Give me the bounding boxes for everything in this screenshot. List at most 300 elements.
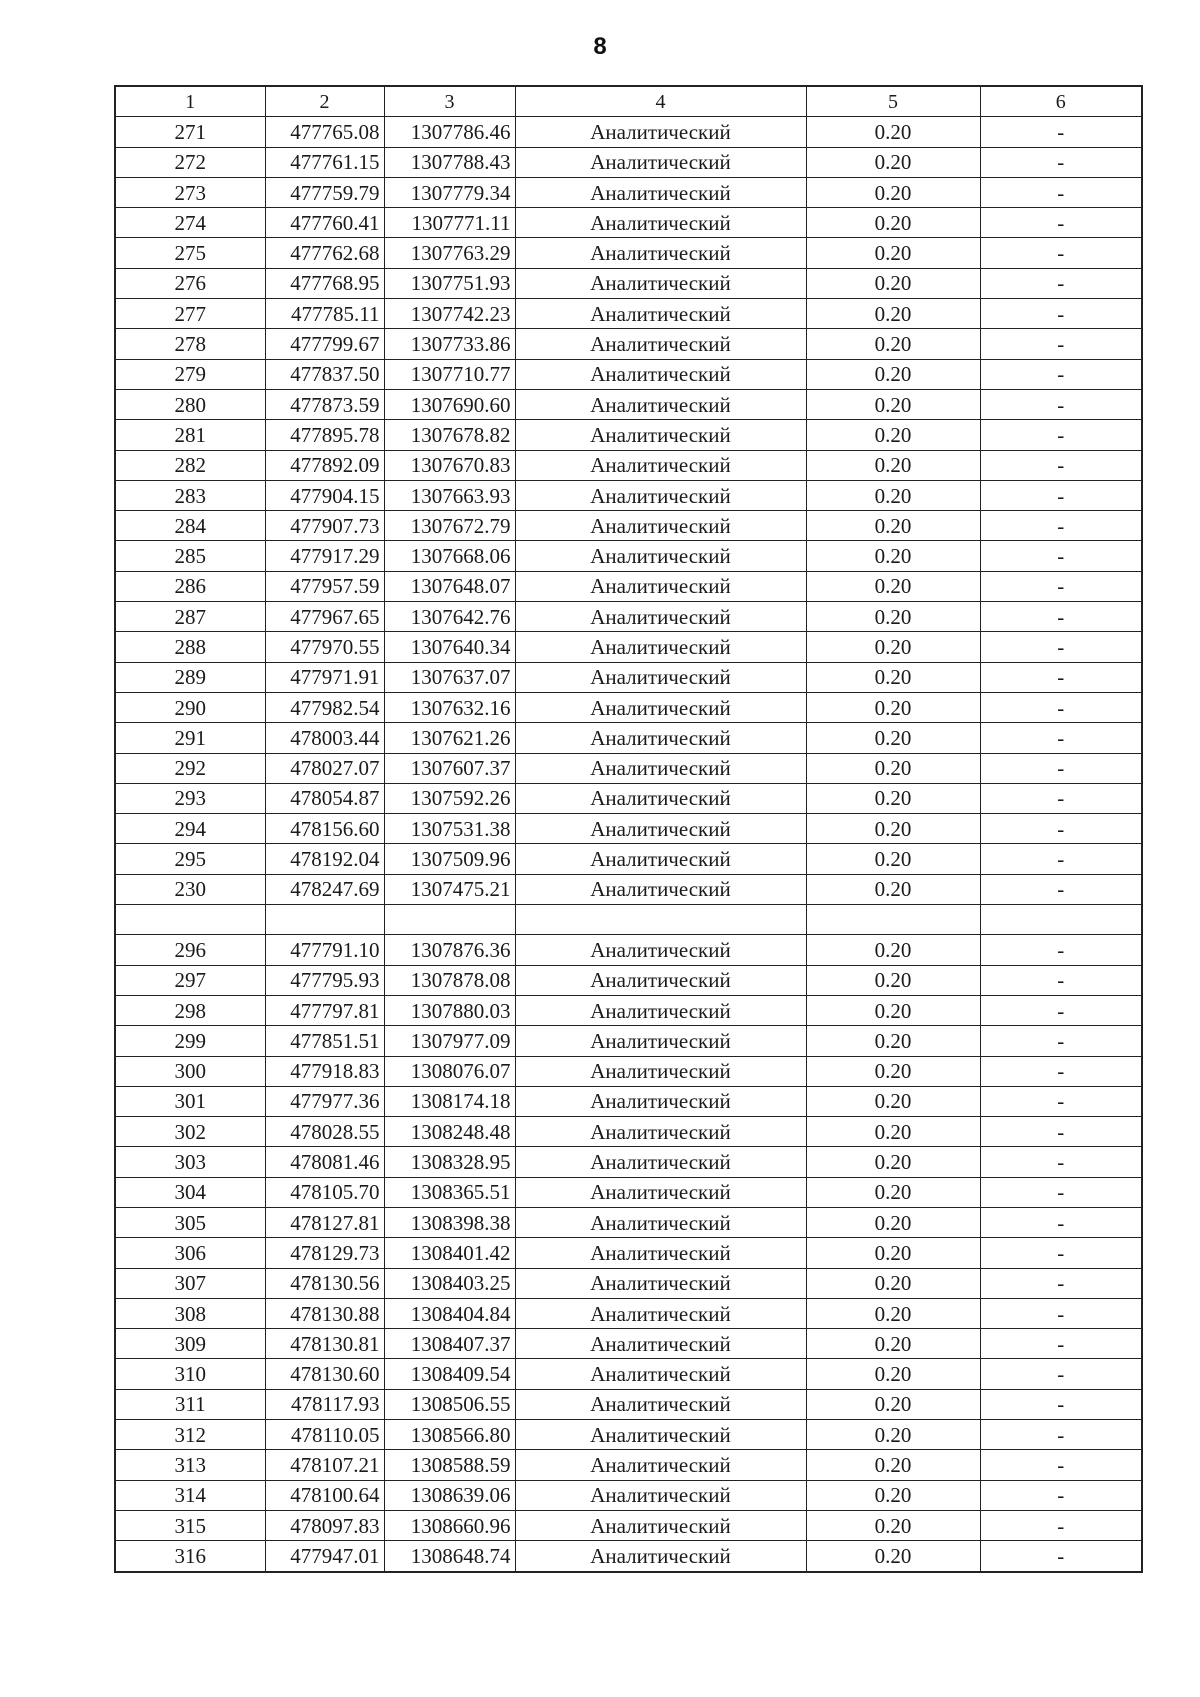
accuracy-cell: 0.20 xyxy=(806,814,980,844)
point-number-cell: 314 xyxy=(115,1480,265,1510)
accuracy-cell: 0.20 xyxy=(806,874,980,904)
x-coordinate-cell: 477760.41 xyxy=(265,208,384,238)
method-cell: Аналитический xyxy=(515,541,806,571)
accuracy-cell: 0.20 xyxy=(806,1480,980,1510)
y-coordinate-cell: 1307880.03 xyxy=(384,995,515,1025)
x-coordinate-cell: 478105.70 xyxy=(265,1177,384,1207)
x-coordinate-cell: 477851.51 xyxy=(265,1026,384,1056)
description-cell: - xyxy=(980,814,1142,844)
point-number-cell: 306 xyxy=(115,1238,265,1268)
table-row xyxy=(115,1238,1142,1268)
accuracy-cell: 0.20 xyxy=(806,1177,980,1207)
y-coordinate-cell: 1307742.23 xyxy=(384,299,515,329)
x-coordinate-cell: 477947.01 xyxy=(265,1541,384,1572)
table-row xyxy=(115,1389,1142,1419)
y-coordinate-cell: 1308566.80 xyxy=(384,1420,515,1450)
description-cell: - xyxy=(980,692,1142,722)
table-row xyxy=(115,177,1142,207)
table-row xyxy=(115,1329,1142,1359)
point-number-cell: 295 xyxy=(115,844,265,874)
point-number-cell: 285 xyxy=(115,541,265,571)
accuracy-cell: 0.20 xyxy=(806,571,980,601)
accuracy-cell: 0.20 xyxy=(806,632,980,662)
table-row xyxy=(115,511,1142,541)
x-coordinate-cell: 478003.44 xyxy=(265,723,384,753)
method-cell: Аналитический xyxy=(515,1056,806,1086)
x-coordinate-cell: 478028.55 xyxy=(265,1117,384,1147)
method-cell: Аналитический xyxy=(515,1207,806,1237)
accuracy-cell: 0.20 xyxy=(806,268,980,298)
accuracy-cell: 0.20 xyxy=(806,1238,980,1268)
accuracy-cell: 0.20 xyxy=(806,1541,980,1572)
point-number-cell: 315 xyxy=(115,1510,265,1540)
table-row xyxy=(115,1026,1142,1056)
method-cell: Аналитический xyxy=(515,1510,806,1540)
method-cell: Аналитический xyxy=(515,1238,806,1268)
accuracy-cell: 0.20 xyxy=(806,692,980,722)
y-coordinate-cell: 1307475.21 xyxy=(384,874,515,904)
table-row xyxy=(115,147,1142,177)
accuracy-cell: 0.20 xyxy=(806,1420,980,1450)
x-coordinate-cell: 477977.36 xyxy=(265,1086,384,1116)
description-cell: - xyxy=(980,1510,1142,1540)
description-cell: - xyxy=(980,783,1142,813)
method-cell: Аналитический xyxy=(515,874,806,904)
x-coordinate-cell: 477957.59 xyxy=(265,571,384,601)
y-coordinate-cell: 1308174.18 xyxy=(384,1086,515,1116)
y-coordinate-cell: 1307678.82 xyxy=(384,420,515,450)
table-row xyxy=(115,874,1142,904)
table-row xyxy=(115,1480,1142,1510)
x-coordinate-cell: 477982.54 xyxy=(265,692,384,722)
point-number-cell: 291 xyxy=(115,723,265,753)
point-number-cell: 273 xyxy=(115,177,265,207)
description-cell: - xyxy=(980,480,1142,510)
point-number-cell: 297 xyxy=(115,965,265,995)
x-coordinate-cell: 478081.46 xyxy=(265,1147,384,1177)
description-cell xyxy=(980,905,1142,935)
x-coordinate-cell: 478027.07 xyxy=(265,753,384,783)
x-coordinate-cell: 478192.04 xyxy=(265,844,384,874)
description-cell: - xyxy=(980,117,1142,147)
table-row xyxy=(115,359,1142,389)
accuracy-cell: 0.20 xyxy=(806,541,980,571)
accuracy-cell: 0.20 xyxy=(806,1207,980,1237)
y-coordinate-cell: 1308403.25 xyxy=(384,1268,515,1298)
point-number-cell: 292 xyxy=(115,753,265,783)
accuracy-cell: 0.20 xyxy=(806,359,980,389)
point-number-cell: 311 xyxy=(115,1389,265,1419)
accuracy-cell: 0.20 xyxy=(806,723,980,753)
method-cell: Аналитический xyxy=(515,844,806,874)
y-coordinate-cell: 1307733.86 xyxy=(384,329,515,359)
x-coordinate-cell: 477892.09 xyxy=(265,450,384,480)
x-coordinate-cell: 477970.55 xyxy=(265,632,384,662)
method-cell: Аналитический xyxy=(515,662,806,692)
table-row xyxy=(115,935,1142,965)
y-coordinate-cell: 1307531.38 xyxy=(384,814,515,844)
description-cell: - xyxy=(980,1268,1142,1298)
method-cell: Аналитический xyxy=(515,753,806,783)
point-number-cell: 275 xyxy=(115,238,265,268)
method-cell: Аналитический xyxy=(515,420,806,450)
method-cell: Аналитический xyxy=(515,995,806,1025)
accuracy-cell: 0.20 xyxy=(806,1086,980,1116)
y-coordinate-cell: 1308404.84 xyxy=(384,1298,515,1328)
y-coordinate-cell: 1308365.51 xyxy=(384,1177,515,1207)
method-cell: Аналитический xyxy=(515,1329,806,1359)
point-number-cell: 303 xyxy=(115,1147,265,1177)
method-cell: Аналитический xyxy=(515,1480,806,1510)
x-coordinate-cell: 478130.60 xyxy=(265,1359,384,1389)
table-row xyxy=(115,1147,1142,1177)
point-number-cell: 294 xyxy=(115,814,265,844)
table-row xyxy=(115,238,1142,268)
point-number-cell: 312 xyxy=(115,1420,265,1450)
point-number-cell: 280 xyxy=(115,389,265,419)
description-cell: - xyxy=(980,1329,1142,1359)
description-cell: - xyxy=(980,541,1142,571)
accuracy-cell: 0.20 xyxy=(806,1510,980,1540)
method-cell: Аналитический xyxy=(515,238,806,268)
y-coordinate-cell: 1307648.07 xyxy=(384,571,515,601)
x-coordinate-cell: 477967.65 xyxy=(265,602,384,632)
accuracy-cell: 0.20 xyxy=(806,1359,980,1389)
method-cell: Аналитический xyxy=(515,632,806,662)
description-cell: - xyxy=(980,995,1142,1025)
point-number-cell: 272 xyxy=(115,147,265,177)
accuracy-cell: 0.20 xyxy=(806,1117,980,1147)
point-number-cell: 274 xyxy=(115,208,265,238)
y-coordinate-cell: 1307672.79 xyxy=(384,511,515,541)
table-row xyxy=(115,1450,1142,1480)
x-coordinate-cell: 478130.81 xyxy=(265,1329,384,1359)
method-cell: Аналитический xyxy=(515,389,806,419)
method-cell: Аналитический xyxy=(515,1268,806,1298)
y-coordinate-cell: 1307621.26 xyxy=(384,723,515,753)
table-row xyxy=(115,632,1142,662)
y-coordinate-cell: 1308648.74 xyxy=(384,1541,515,1572)
y-coordinate-cell: 1307637.07 xyxy=(384,662,515,692)
coordinates-table xyxy=(114,85,1143,1573)
accuracy-cell: 0.20 xyxy=(806,450,980,480)
table-row xyxy=(115,814,1142,844)
accuracy-cell: 0.20 xyxy=(806,238,980,268)
description-cell: - xyxy=(980,602,1142,632)
y-coordinate-cell: 1307779.34 xyxy=(384,177,515,207)
description-cell: - xyxy=(980,1147,1142,1177)
table-row xyxy=(115,1510,1142,1540)
method-cell: Аналитический xyxy=(515,268,806,298)
y-coordinate-cell: 1307876.36 xyxy=(384,935,515,965)
point-number-cell: 304 xyxy=(115,1177,265,1207)
accuracy-cell: 0.20 xyxy=(806,995,980,1025)
table-row xyxy=(115,1086,1142,1116)
point-number-cell: 279 xyxy=(115,359,265,389)
description-cell: - xyxy=(980,753,1142,783)
x-coordinate-cell: 477904.15 xyxy=(265,480,384,510)
x-coordinate-cell: 477797.81 xyxy=(265,995,384,1025)
method-cell: Аналитический xyxy=(515,1147,806,1177)
y-coordinate-cell: 1307642.76 xyxy=(384,602,515,632)
description-cell: - xyxy=(980,1389,1142,1419)
x-coordinate-cell: 477917.29 xyxy=(265,541,384,571)
description-cell: - xyxy=(980,571,1142,601)
description-cell: - xyxy=(980,299,1142,329)
table-row xyxy=(115,1298,1142,1328)
y-coordinate-cell: 1307509.96 xyxy=(384,844,515,874)
table-header xyxy=(115,86,1142,117)
y-coordinate-cell: 1307690.60 xyxy=(384,389,515,419)
y-coordinate-cell: 1307977.09 xyxy=(384,1026,515,1056)
point-number-cell: 277 xyxy=(115,299,265,329)
y-coordinate-cell: 1307640.34 xyxy=(384,632,515,662)
x-coordinate-cell: 478107.21 xyxy=(265,1450,384,1480)
table-row xyxy=(115,208,1142,238)
y-coordinate-cell: 1307607.37 xyxy=(384,753,515,783)
accuracy-cell: 0.20 xyxy=(806,1268,980,1298)
x-coordinate-cell: 477918.83 xyxy=(265,1056,384,1086)
accuracy-cell: 0.20 xyxy=(806,1056,980,1086)
description-cell: - xyxy=(980,1026,1142,1056)
y-coordinate-cell: 1307788.43 xyxy=(384,147,515,177)
point-number-cell: 287 xyxy=(115,602,265,632)
header-cell-6: 6 xyxy=(980,86,1142,117)
x-coordinate-cell: 477907.73 xyxy=(265,511,384,541)
method-cell: Аналитический xyxy=(515,511,806,541)
method-cell: Аналитический xyxy=(515,965,806,995)
x-coordinate-cell: 477759.79 xyxy=(265,177,384,207)
accuracy-cell: 0.20 xyxy=(806,662,980,692)
accuracy-cell: 0.20 xyxy=(806,844,980,874)
description-cell: - xyxy=(980,1359,1142,1389)
point-number-cell: 282 xyxy=(115,450,265,480)
y-coordinate-cell: 1307771.11 xyxy=(384,208,515,238)
table-row xyxy=(115,329,1142,359)
point-number-cell: 313 xyxy=(115,1450,265,1480)
y-coordinate-cell: 1307632.16 xyxy=(384,692,515,722)
method-cell: Аналитический xyxy=(515,1086,806,1116)
point-number-cell: 284 xyxy=(115,511,265,541)
accuracy-cell: 0.20 xyxy=(806,389,980,419)
table-row xyxy=(115,905,1142,935)
description-cell: - xyxy=(980,268,1142,298)
description-cell: - xyxy=(980,511,1142,541)
description-cell: - xyxy=(980,1420,1142,1450)
header-cell-4: 4 xyxy=(515,86,806,117)
description-cell: - xyxy=(980,844,1142,874)
point-number-cell xyxy=(115,905,265,935)
table-row xyxy=(115,1117,1142,1147)
y-coordinate-cell: 1307663.93 xyxy=(384,480,515,510)
point-number-cell: 316 xyxy=(115,1541,265,1572)
table-row xyxy=(115,1268,1142,1298)
x-coordinate-cell: 477791.10 xyxy=(265,935,384,965)
accuracy-cell: 0.20 xyxy=(806,299,980,329)
description-cell: - xyxy=(980,177,1142,207)
method-cell: Аналитический xyxy=(515,1450,806,1480)
description-cell: - xyxy=(980,147,1142,177)
header-cell-5: 5 xyxy=(806,86,980,117)
y-coordinate-cell: 1308398.38 xyxy=(384,1207,515,1237)
description-cell: - xyxy=(980,420,1142,450)
y-coordinate-cell xyxy=(384,905,515,935)
y-coordinate-cell: 1307592.26 xyxy=(384,783,515,813)
description-cell: - xyxy=(980,632,1142,662)
y-coordinate-cell: 1308639.06 xyxy=(384,1480,515,1510)
method-cell: Аналитический xyxy=(515,723,806,753)
description-cell: - xyxy=(980,238,1142,268)
y-coordinate-cell: 1308407.37 xyxy=(384,1329,515,1359)
accuracy-cell: 0.20 xyxy=(806,1026,980,1056)
table-row xyxy=(115,1207,1142,1237)
x-coordinate-cell: 477873.59 xyxy=(265,389,384,419)
accuracy-cell: 0.20 xyxy=(806,1298,980,1328)
accuracy-cell: 0.20 xyxy=(806,935,980,965)
description-cell: - xyxy=(980,965,1142,995)
description-cell: - xyxy=(980,1298,1142,1328)
point-number-cell: 298 xyxy=(115,995,265,1025)
description-cell: - xyxy=(980,723,1142,753)
table-row xyxy=(115,692,1142,722)
method-cell: Аналитический xyxy=(515,208,806,238)
x-coordinate-cell: 477762.68 xyxy=(265,238,384,268)
table-row xyxy=(115,1177,1142,1207)
table-row xyxy=(115,965,1142,995)
point-number-cell: 288 xyxy=(115,632,265,662)
table-row xyxy=(115,541,1142,571)
x-coordinate-cell: 478100.64 xyxy=(265,1480,384,1510)
accuracy-cell xyxy=(806,905,980,935)
accuracy-cell: 0.20 xyxy=(806,117,980,147)
x-coordinate-cell: 478247.69 xyxy=(265,874,384,904)
table-row xyxy=(115,1541,1142,1572)
point-number-cell: 271 xyxy=(115,117,265,147)
table-row xyxy=(115,753,1142,783)
method-cell: Аналитический xyxy=(515,329,806,359)
accuracy-cell: 0.20 xyxy=(806,208,980,238)
method-cell: Аналитический xyxy=(515,1359,806,1389)
y-coordinate-cell: 1308506.55 xyxy=(384,1389,515,1419)
point-number-cell: 307 xyxy=(115,1268,265,1298)
header-row xyxy=(115,86,1142,117)
table-row xyxy=(115,450,1142,480)
point-number-cell: 308 xyxy=(115,1298,265,1328)
point-number-cell: 299 xyxy=(115,1026,265,1056)
method-cell: Аналитический xyxy=(515,1420,806,1450)
table-row xyxy=(115,1056,1142,1086)
description-cell: - xyxy=(980,1450,1142,1480)
y-coordinate-cell: 1307878.08 xyxy=(384,965,515,995)
description-cell: - xyxy=(980,450,1142,480)
accuracy-cell: 0.20 xyxy=(806,1147,980,1177)
method-cell: Аналитический xyxy=(515,814,806,844)
header-cell-2: 2 xyxy=(265,86,384,117)
method-cell: Аналитический xyxy=(515,1298,806,1328)
x-coordinate-cell: 478097.83 xyxy=(265,1510,384,1540)
accuracy-cell: 0.20 xyxy=(806,420,980,450)
point-number-cell: 309 xyxy=(115,1329,265,1359)
y-coordinate-cell: 1307710.77 xyxy=(384,359,515,389)
description-cell: - xyxy=(980,1238,1142,1268)
method-cell: Аналитический xyxy=(515,1541,806,1572)
method-cell: Аналитический xyxy=(515,935,806,965)
accuracy-cell: 0.20 xyxy=(806,329,980,359)
table-row xyxy=(115,117,1142,147)
table-row xyxy=(115,783,1142,813)
method-cell: Аналитический xyxy=(515,117,806,147)
table-row xyxy=(115,995,1142,1025)
point-number-cell: 305 xyxy=(115,1207,265,1237)
method-cell: Аналитический xyxy=(515,177,806,207)
description-cell: - xyxy=(980,1541,1142,1572)
method-cell: Аналитический xyxy=(515,1026,806,1056)
method-cell: Аналитический xyxy=(515,299,806,329)
point-number-cell: 230 xyxy=(115,874,265,904)
point-number-cell: 289 xyxy=(115,662,265,692)
point-number-cell: 310 xyxy=(115,1359,265,1389)
table-row xyxy=(115,389,1142,419)
point-number-cell: 302 xyxy=(115,1117,265,1147)
table-row xyxy=(115,1359,1142,1389)
x-coordinate-cell: 478156.60 xyxy=(265,814,384,844)
description-cell: - xyxy=(980,208,1142,238)
description-cell: - xyxy=(980,662,1142,692)
x-coordinate-cell: 477785.11 xyxy=(265,299,384,329)
method-cell: Аналитический xyxy=(515,602,806,632)
description-cell: - xyxy=(980,1117,1142,1147)
y-coordinate-cell: 1308660.96 xyxy=(384,1510,515,1540)
description-cell: - xyxy=(980,329,1142,359)
table-row xyxy=(115,844,1142,874)
table-row xyxy=(115,420,1142,450)
table-body xyxy=(115,117,1142,1572)
x-coordinate-cell: 477768.95 xyxy=(265,268,384,298)
x-coordinate-cell: 477799.67 xyxy=(265,329,384,359)
description-cell: - xyxy=(980,1056,1142,1086)
point-number-cell: 283 xyxy=(115,480,265,510)
x-coordinate-cell: 477765.08 xyxy=(265,117,384,147)
y-coordinate-cell: 1308076.07 xyxy=(384,1056,515,1086)
description-cell: - xyxy=(980,1207,1142,1237)
point-number-cell: 286 xyxy=(115,571,265,601)
method-cell: Аналитический xyxy=(515,147,806,177)
accuracy-cell: 0.20 xyxy=(806,177,980,207)
y-coordinate-cell: 1308588.59 xyxy=(384,1450,515,1480)
accuracy-cell: 0.20 xyxy=(806,965,980,995)
x-coordinate-cell: 477895.78 xyxy=(265,420,384,450)
point-number-cell: 281 xyxy=(115,420,265,450)
x-coordinate-cell: 477761.15 xyxy=(265,147,384,177)
y-coordinate-cell: 1308328.95 xyxy=(384,1147,515,1177)
y-coordinate-cell: 1307763.29 xyxy=(384,238,515,268)
method-cell: Аналитический xyxy=(515,480,806,510)
method-cell: Аналитический xyxy=(515,359,806,389)
point-number-cell: 276 xyxy=(115,268,265,298)
table-row xyxy=(115,571,1142,601)
accuracy-cell: 0.20 xyxy=(806,1450,980,1480)
accuracy-cell: 0.20 xyxy=(806,147,980,177)
method-cell: Аналитический xyxy=(515,1117,806,1147)
method-cell: Аналитический xyxy=(515,783,806,813)
y-coordinate-cell: 1307786.46 xyxy=(384,117,515,147)
x-coordinate-cell: 478127.81 xyxy=(265,1207,384,1237)
table-row xyxy=(115,1420,1142,1450)
description-cell: - xyxy=(980,359,1142,389)
description-cell: - xyxy=(980,1480,1142,1510)
x-coordinate-cell: 477795.93 xyxy=(265,965,384,995)
accuracy-cell: 0.20 xyxy=(806,602,980,632)
